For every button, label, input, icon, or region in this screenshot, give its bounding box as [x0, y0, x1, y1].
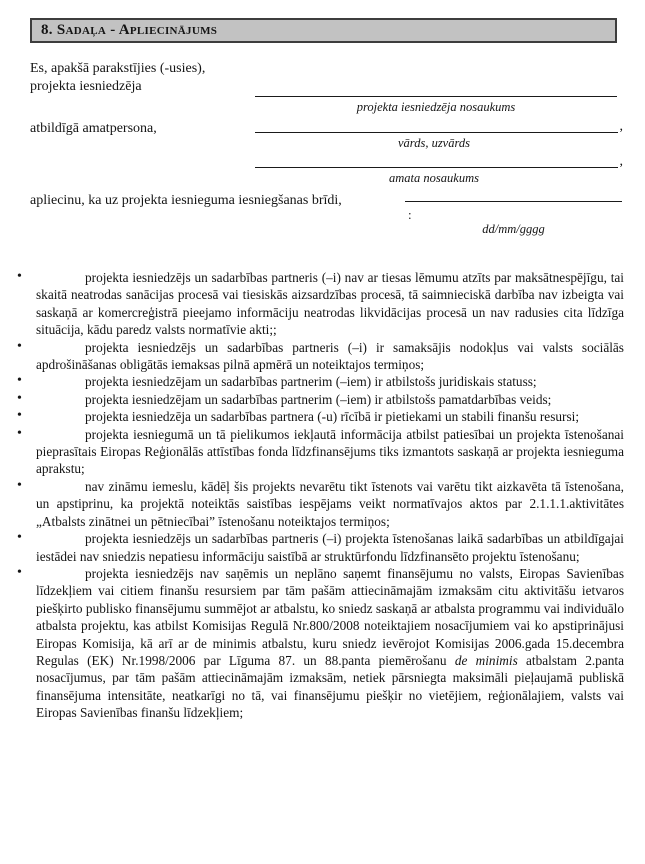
declaration-item-6 [14, 426, 624, 478]
bullet-dot-icon: • [17, 564, 22, 580]
declaration-item-text: projekta iesniedzējam un sadarbības partnerim (–iem) ir atbilstošs juridiskais statuss; [85, 374, 537, 390]
declaration-item-text-italic: de minimis [454, 652, 518, 668]
applicant-name-caption: projekta iesniedzēja nosaukums [356, 100, 516, 114]
declaration-item-text: projekta iesniedzējs un sadarbības partneris (–i) projekta īstenošanas laikā sadarbības un atbildīgajai iestādei nav sniedzis nepatiesu informāciju saistībā ar struktūrfondu līdzfinansēto projektu īstenošanu; [36, 531, 624, 564]
intro-opening-text [30, 60, 205, 96]
person-name-field-line[interactable] [255, 120, 618, 133]
date-field[interactable] [405, 189, 622, 202]
intro-opening-line1: Es, apakšā parakstījies (-usies), [30, 61, 206, 76]
position-suffix: , [619, 154, 623, 169]
declaration-item-4 [14, 391, 624, 408]
person-name-field[interactable] [255, 120, 623, 133]
declaration-item-1 [14, 269, 624, 339]
applicant-name-field-line[interactable] [255, 84, 617, 97]
official-label: atbildīgā amatpersona, [30, 121, 157, 136]
section-header [30, 18, 617, 43]
declaration-item-text: projekta iesniedzējam un sadarbības partnerim (–iem) ir atbilstošs pamatdarbības veids; [85, 391, 552, 407]
section-header-title: 8. Sadaļa - Apliecinājums [41, 22, 218, 38]
declaration-item-text: nav zināmu iemeslu, kādēļ šis projekts nevarētu tikt īstenots vai varētu tikt aizkavēta tā īstenošana, un apstiprinu, ka projektā noteiktās saistības iespējams veikt normatīvajos aktos par 2.1.1.1.aktivitātes „Atbalsts zinātnei un pētniecībai” īstenošanu noteiktajos termiņos; [36, 478, 624, 529]
declaration-item-text: projekta iesniegumā un tā pielikumos iekļautā informācija atbilst patiesībai un projekta īstenošanai pieprasītais Eiropas Reģionālās attīstības fonda līdzfinansējums tiks izmantots saskaņā ar projekta iesnieguma aprakstu; [36, 426, 624, 477]
date-caption: dd/mm/gggg [482, 222, 545, 236]
declaration-item-text: projekta iesniedzēja un sadarbības partnera (-u) rīcībā ir pietiekami un stabili finanšu resursi; [85, 409, 580, 425]
declaration-item-3 [14, 373, 624, 390]
applicant-name-field[interactable] [255, 84, 617, 97]
declaration-item-9 [14, 565, 624, 722]
declaration-item-text-pre: projekta iesniedzējs nav saņēmis un neplāno saņemt finansējumu no valsts, Eiropas Savienības līdzekļiem vai citiem finanšu resursiem par tām pašām attiecināmajām izmaksām citu aktivitāšu ietvaros piešķirto publisko finansējumu summējot ar atbalstu, ko sniedz saskaņā ar atbalsta programmu vai individuālo atbalsta projektu, kas atbilst Komisijas Regulā Nr.800/2008 noteiktajiem nosacījumiem vai ko apstiprinājusi Eiropas Komisija, kā arī ar de minimis atbalstu, kuru sniedz ievērojot Komisijas 2006.gada 15.decembra Regulas (EK) Nr.1998/2006 par Līguma 87. un 88.panta piemērošanu [36, 565, 624, 668]
declaration-item-text-post: atbalstam 2.panta nosacījumus, par tām pašām attiecināmajām izmaksām, netiek pārsniegta maksimāli pieļaujamā publiskā finansējuma intensitāte, neatkarīgi no tā, vai finansējumu piešķir no vietējiem, reģionālajiem, valsts vai Eiropas Savienības finanšu līdzekļiem; [36, 652, 624, 721]
bullet-dot-icon: • [17, 373, 22, 389]
bullet-dot-icon: • [17, 338, 22, 354]
intro-opening-line2: projekta iesniedzēja [30, 79, 142, 94]
bullet-dot-icon: • [17, 390, 22, 406]
declaration-list [14, 269, 624, 722]
declaration-item-8 [14, 530, 624, 565]
bullet-dot-icon: • [17, 530, 22, 546]
person-name-caption: vārds, uzvārds [398, 136, 470, 150]
declaration-item-5 [14, 408, 624, 425]
declaration-item-text: projekta iesniedzējs un sadarbības partneris (–i) nav ar tiesas lēmumu atzīts par maksātnespējīgu, tai skaitā neatrodas sanācijas procesā vai tiesiskās aizsardzības procesā, tā saimnieciskā darbība nav izbeigta vai saskaņā ar komercreģistrā pieejamo informāciju neatrodas likvidācijas procesā un nav radusies cita līdzīga situācija, kādu paredz valsts normatīvie akti;; [36, 270, 624, 338]
bullet-dot-icon: • [17, 477, 22, 493]
bullet-dot-icon: • [17, 408, 22, 424]
position-field[interactable] [255, 155, 623, 168]
date-colon: : [408, 207, 412, 222]
bullet-dot-icon: • [17, 269, 22, 284]
date-field-line[interactable] [405, 189, 622, 202]
declaration-item-2 [14, 339, 624, 374]
person-name-suffix: , [619, 119, 623, 134]
declaration-item-7 [14, 478, 624, 530]
position-field-line[interactable] [255, 155, 618, 168]
declaration-item-text: projekta iesniedzējs un sadarbības partneris (–i) ir samaksājis nodokļus vai valsts sociālās apdrošināšanas obligātās iemaksas pilnā apmērā un noteiktajos termiņos; [36, 339, 624, 373]
declare-label: apliecinu, ka uz projekta iesnieguma iesniegšanas brīdi, [30, 193, 342, 208]
position-caption: amata nosaukums [389, 171, 479, 185]
bullet-dot-icon: • [17, 425, 22, 441]
